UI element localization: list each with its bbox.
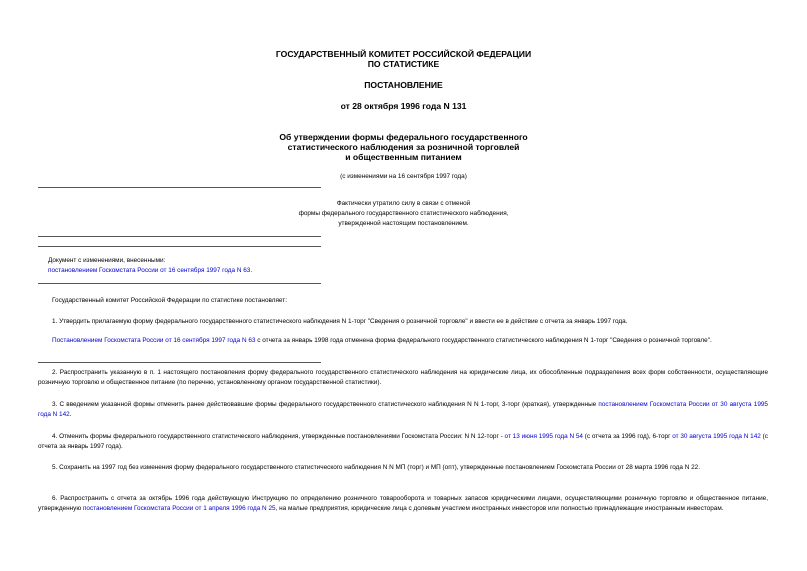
amendment-note-1 (38, 336, 768, 346)
org-name-line1: ГОСУДАРСТВЕННЫЙ КОМИТЕТ РОССИЙСКОЙ ФЕДЕРАЦИИ (275, 49, 532, 59)
paragraph-4-text3: (с отчета за январь 1997 года). (38, 433, 768, 450)
changes-link-end: . (250, 267, 253, 274)
amend-note: (с изменениями на 16 сентября 1997 года) (340, 173, 467, 180)
paragraph-2: 2. Распространить указанную в п. 1 настоящего постановления форму федерального государственного статистического наблюдения на юридические лица, их обособленные подразделения всех форм собственности, осуществляющие розничную торговлю и общественное питание (по перечню, установленному органом государственной статистики). (38, 369, 768, 386)
doc-title-line3: и общественным питанием (345, 152, 462, 162)
paragraph-6-text1: 6. Распространить с отчета за октябрь 1996 года действующую Инструкцию по определению розничного товарооборота и товарных запасов юридическими лицами, осуществляющими розничную торговлю и общественное питание, утвержденную (38, 495, 768, 512)
intro-paragraph: Государственный комитет Российской Федерации по статистике постановляет: (52, 297, 287, 304)
divider (38, 283, 321, 284)
changes-link[interactable]: постановлением Госкомстата России от 16 сентября 1997 года N 63 (48, 267, 251, 274)
doc-title-line2: статистического наблюдения за розничной торговлей (287, 142, 520, 152)
divider (38, 187, 321, 188)
paragraph-4-link2[interactable]: от 30 августа 1995 года N 142 (672, 433, 761, 440)
paragraph-3-end: . (69, 411, 72, 418)
amendment-note-1-text: с отчета за январь 1998 года отменена форма федерального государственного статистического наблюдения N 1-торг "Сведения о розничной торговле". (255, 337, 712, 344)
changes-box-label: Документ с изменениями, внесенными: (48, 257, 166, 264)
expired-note-line2: формы федерального государственного статистического наблюдения, (298, 210, 509, 217)
changes-box (48, 256, 448, 276)
paragraph-4-text1: 4. Отменить формы федерального государственного статистического наблюдения, утвержденные постановлениями Госкомстата России: N N 12-торг - (52, 433, 505, 440)
paragraph-6-link[interactable]: постановлением Госкомстата России от 1 апреля 1996 года N 25 (82, 505, 276, 512)
paragraph-3 (38, 400, 768, 420)
divider (38, 236, 321, 237)
expired-note-line3: утвержденной настоящим постановлением. (338, 220, 469, 227)
expired-note-line1: Фактически утратило силу в связи с отменой (336, 200, 471, 207)
paragraph-3-link[interactable]: постановлением Госкомстата России от 30 августа 1995 года N 142 (38, 401, 768, 418)
paragraph-4 (38, 432, 768, 452)
paragraph-6-text2: , на малые предприятия, юридические лица с долевым участием иностранных инвесторов или полностью принадлежащие иностранным инвесторам. (275, 505, 724, 512)
amendment-link-1[interactable]: Постановлением Госкомстата России от 16 сентября 1997 года N 63 (52, 337, 256, 344)
paragraph-1: 1. Утвердить прилагаемую форму федерального государственного статистического наблюдения N 1-торг "Сведения о розничной торговле" и ввести ее в действие с отчета за январь 1997 года. (52, 318, 628, 325)
divider (38, 246, 321, 247)
paragraph-3-text: 3. С введением указанной формы отменить ранее действовавшие формы федерального государственного статистического наблюдения N N 1-торг, 3-торг (краткая), утвержденные (52, 401, 599, 408)
paragraph-4-text2: (с отчета за 1996 год), 6-торг (582, 433, 673, 440)
doc-date: от 28 октября 1996 года N 131 (340, 101, 467, 111)
paragraph-6 (38, 494, 768, 514)
doc-title-line1: Об утверждении формы федерального государственного (279, 132, 528, 142)
doc-type: ПОСТАНОВЛЕНИЕ (364, 80, 443, 90)
paragraph-5: 5. Сохранить на 1997 год без изменения форму федерального государственного статистического наблюдения N N МП (торг) и МП (опт), утвержденные постановлением Госкомстата России от 28 марта 1996 года N 22. (52, 464, 701, 471)
org-name-line2: ПО СТАТИСТИКЕ (367, 59, 440, 69)
divider (38, 362, 321, 363)
paragraph-4-link1[interactable]: от 13 июня 1995 года N 54 (504, 433, 583, 440)
